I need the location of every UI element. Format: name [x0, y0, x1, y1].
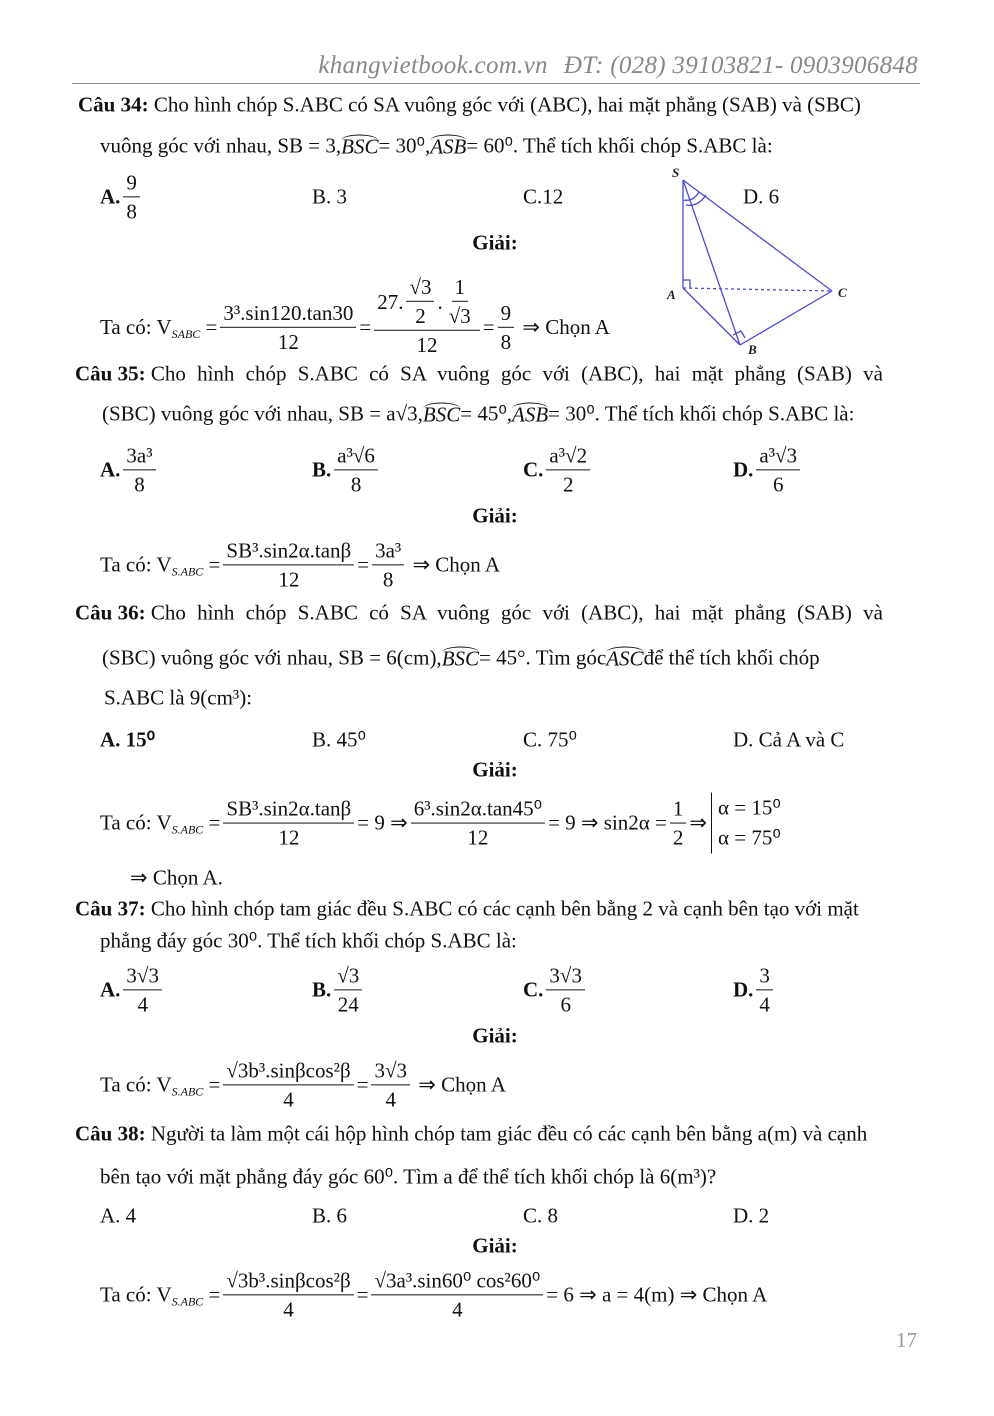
q37-option-d: [733, 963, 776, 1016]
q35-option-b: [312, 443, 381, 496]
fraction: [223, 538, 354, 591]
numerator: 3√3: [546, 963, 585, 990]
text: vuông góc với nhau, SB = 3,: [100, 133, 342, 158]
text: 27.: [377, 289, 404, 314]
fraction: [446, 275, 474, 328]
fraction: [546, 963, 585, 1016]
q36-option-b: B. 45⁰: [312, 727, 366, 752]
subscript: S.ABC: [171, 822, 204, 837]
numerator: a³√6: [334, 443, 378, 470]
q34-line1: [78, 93, 861, 118]
q36-result: ⇒ Chọn A.: [130, 865, 223, 890]
fraction: [223, 1268, 353, 1321]
q36-option-d: D. Cả A và C: [733, 727, 845, 752]
q36-option-a: A. 15⁰: [100, 727, 156, 752]
fraction: [374, 275, 480, 357]
numerator: 3³.sin120.tan30: [220, 300, 356, 327]
text: (SBC) vuông góc với nhau, SB = a√3,: [102, 401, 423, 426]
numerator: √3: [334, 963, 362, 990]
fraction: [546, 443, 590, 496]
angle-bsc: BSC: [441, 646, 480, 671]
numerator: √3b³.sinβcos²β: [223, 1058, 353, 1085]
edge-ab: [683, 288, 740, 345]
text: Ta có: V: [100, 1072, 172, 1097]
numerator: √3: [406, 275, 434, 302]
option-label: D.: [733, 457, 754, 482]
denominator: 4: [452, 1297, 463, 1322]
q37-label: Câu 37:: [75, 896, 146, 921]
option-label: A.: [100, 184, 121, 209]
text: = 45°. Tìm góc: [479, 645, 607, 670]
angle-mark: [683, 192, 699, 200]
fraction: [123, 170, 140, 223]
result: = 6 ⇒ a = 4(m) ⇒ Chọn A: [546, 1282, 768, 1307]
fraction: [223, 1058, 353, 1111]
case: α = 15⁰: [717, 795, 781, 820]
right-angle-b: [733, 331, 745, 338]
q37-line1: [75, 897, 859, 922]
q37-option-c: [523, 963, 588, 1016]
q34-line2: [100, 134, 773, 159]
text: Ta có: V: [100, 314, 172, 339]
site-name: khangvietbook.com.vn: [318, 52, 548, 79]
fraction: [756, 963, 773, 1016]
page-header: [318, 52, 918, 80]
text: Ta có: V: [100, 1282, 172, 1307]
text: = 30⁰. Thể tích khối chóp S.ABC là:: [548, 401, 855, 426]
fraction: [334, 963, 362, 1016]
angle-asb: ASB: [430, 134, 467, 159]
text: = 60⁰. Thể tích khối chóp S.ABC là:: [466, 133, 773, 158]
numerator: 3√3: [123, 963, 162, 990]
text: = 30⁰,: [378, 133, 431, 158]
case-bracket: [711, 793, 781, 854]
q37-option-a: [100, 963, 165, 1016]
numerator: 6³.sin2α.tan45⁰: [411, 796, 545, 823]
fraction: [411, 796, 545, 849]
numerator: 3a³: [123, 443, 155, 470]
fraction: [371, 1268, 543, 1321]
q38-line2: bên tạo với mặt phẳng đáy góc 60⁰. Tìm a để thể tích khối chóp là 6(m³)?: [100, 1164, 717, 1189]
q34-label: Câu 34:: [78, 92, 149, 117]
q36-option-c: C. 75⁰: [523, 727, 577, 752]
q34-option-c: C.12: [523, 184, 564, 209]
option-label: C.: [523, 977, 544, 1002]
denominator: 6: [560, 992, 571, 1017]
denominator: 8: [350, 472, 362, 497]
text: (SBC) vuông góc với nhau, SB = 6(cm),: [102, 645, 442, 670]
denominator: 8: [382, 567, 394, 592]
q37-solution-heading: Giải:: [472, 1023, 518, 1048]
q36-solution-heading: Giải:: [472, 757, 518, 782]
angle-bsc: BSC: [422, 402, 461, 427]
option-label: A.: [100, 457, 121, 482]
q38-solution-heading: Giải:: [472, 1233, 518, 1258]
fraction: [406, 275, 434, 328]
numerator: 3: [756, 963, 773, 990]
subscript: S.ABC: [171, 1294, 204, 1309]
denominator: 12: [277, 329, 299, 354]
option-label: C.: [523, 457, 544, 482]
denominator: 4: [283, 1087, 294, 1112]
pyramid-figure: [660, 160, 860, 360]
q36-line3: S.ABC là 9(cm³):: [104, 685, 253, 710]
denominator: 12: [278, 567, 300, 592]
q35-label: Câu 35:: [75, 361, 146, 386]
right-angle-a: [683, 280, 690, 288]
q35-solution-heading: Giải:: [472, 503, 518, 528]
q34-option-b: B. 3: [312, 184, 348, 209]
q35-option-c: [523, 443, 593, 496]
q38-label: Câu 38:: [75, 1121, 146, 1146]
fraction: [334, 443, 378, 496]
q38-option-d: D. 2: [733, 1203, 770, 1228]
q38-solution: Ta có: V S.ABC = $\frac{\text{√3b³.sinβcos²β}}{4}$ = $\frac{\text{√3a³.sin60⁰ cos²60⁰}}{4}$ = 6 ⇒ a = 4(m) ⇒ Chọn A: [100, 1268, 768, 1322]
result: ⇒ Chọn A: [418, 1072, 506, 1097]
text: Ta có: V: [100, 810, 172, 835]
q35-line1: [75, 362, 883, 387]
q34-option-a: [100, 170, 143, 223]
numerator: 1: [452, 275, 469, 302]
q34-text: Cho hình chóp S.ABC có SA vuông góc với (ABC), hai mặt phẳng (SAB) và (SBC): [153, 92, 861, 117]
q38-text: Người ta làm một cái hộp hình chóp tam giác đều có các cạnh bên bằng a(m) và cạnh: [150, 1121, 868, 1146]
label-a: A: [667, 287, 676, 302]
fraction: [756, 443, 800, 496]
q36-text: Cho hình chóp S.ABC có SA vuông góc với (ABC), hai mặt phẳng (SAB) và: [150, 600, 883, 625]
denominator: 8: [134, 472, 145, 497]
label-s: S: [672, 165, 680, 180]
q38-line1: [75, 1122, 867, 1147]
fraction: [372, 538, 404, 591]
denominator: 2: [672, 825, 684, 850]
text: = 9 ⇒: [357, 810, 408, 835]
q37-option-b: [312, 963, 365, 1016]
denominator: 2: [415, 303, 426, 328]
text: ⇒: [689, 810, 707, 835]
q38-option-b: B. 6: [312, 1203, 348, 1228]
q35-line2: [102, 402, 854, 427]
label-c: C: [838, 285, 847, 300]
numerator: √3b³.sinβcos²β: [223, 1268, 353, 1295]
header-rule: [72, 83, 920, 84]
numerator: 27. $\frac{√3}{2}$ . $\frac{1}{√3}$: [374, 275, 480, 331]
q34-option-d: D. 6: [743, 184, 780, 209]
angle-asc: ASC: [606, 646, 644, 671]
numerator: SB³.sin2α.tanβ: [223, 796, 354, 823]
subscript: S.ABC: [171, 564, 204, 579]
denominator: 8: [500, 329, 512, 354]
q34-solution-heading: Giải:: [472, 230, 518, 255]
angle-asb: ASB: [512, 402, 549, 427]
q35-option-a: [100, 443, 159, 496]
q38-option-a: A. 4: [100, 1203, 137, 1228]
option-label: B.: [312, 457, 332, 482]
numerator: √3a³.sin60⁰ cos²60⁰: [371, 1268, 543, 1295]
fraction: [670, 796, 687, 849]
angle-bsc: BSC: [341, 134, 379, 159]
denominator: 4: [283, 1297, 294, 1322]
denominator: 12: [278, 825, 300, 850]
numerator: a³√2: [546, 443, 590, 470]
subscript: SABC: [171, 326, 201, 341]
option-label: A.: [100, 977, 121, 1002]
label-b: B: [748, 342, 757, 357]
text: để thể tích khối chóp: [643, 645, 820, 670]
text: = 45⁰,: [460, 401, 512, 426]
numerator: 3√3: [371, 1058, 410, 1085]
q37-line2: phẳng đáy góc 30⁰. Thể tích khối chóp S.ABC là:: [100, 928, 517, 953]
phone: ĐT: (028) 39103821- 0903906848: [563, 52, 918, 79]
numerator: 9: [498, 300, 515, 327]
case: α = 75⁰: [717, 826, 781, 850]
q36-label: Câu 36:: [75, 600, 146, 625]
q34-solution: Ta có: V SABC = $\frac{\text{3³.sin120.tan30}}{12}$ = 27. $\frac{√3}{2}$ . $\frac{1}{√3}$ 12 = $\frac{9}{8}$ ⇒ Chọn A: [100, 274, 610, 358]
fraction: [223, 796, 354, 849]
q37-text: Cho hình chóp tam giác đều S.ABC có các cạnh bên bằng 2 và cạnh bên tạo với mặt: [150, 896, 859, 921]
denominator: 24: [337, 992, 359, 1017]
result: ⇒ Chọn A: [412, 552, 501, 577]
denominator: 4: [137, 992, 148, 1017]
denominator: √3: [448, 303, 471, 328]
q37-solution: Ta có: V S.ABC = $\frac{\text{√3b³.sinβcos²β}}{4}$ = $\frac{3√3}{4}$ ⇒ Chọn A: [100, 1058, 506, 1112]
text: = 9 ⇒ sin2α =: [548, 810, 667, 835]
fraction: [220, 300, 356, 353]
denominator: 8: [126, 199, 137, 224]
fraction: [498, 300, 515, 353]
fraction: [123, 963, 162, 1016]
denominator: 4: [759, 992, 770, 1017]
q35-solution: Ta có: V S.ABC = $\frac{\text{SB³.sin2α.tanβ}}{12}$ = $\frac{\text{3a³}}{8}$ ⇒ Chọn A: [100, 538, 501, 592]
numerator: a³√3: [756, 443, 800, 470]
denominator: 4: [385, 1087, 396, 1112]
denominator: 12: [467, 825, 489, 850]
text: Ta có: V: [100, 552, 172, 577]
q35-option-d: [733, 443, 803, 496]
denominator: 6: [773, 472, 784, 497]
page-number: 17: [896, 1328, 917, 1352]
option-label: D.: [733, 977, 754, 1002]
numerator: 3a³: [372, 538, 404, 565]
denominator: 2: [563, 472, 574, 497]
option-label: B.: [312, 977, 332, 1002]
fraction: [123, 443, 155, 496]
q38-option-c: C. 8: [523, 1203, 559, 1228]
q36-line1: [75, 601, 883, 626]
numerator: 9: [123, 170, 140, 197]
edge-ac: [683, 288, 832, 291]
numerator: 1: [670, 796, 687, 823]
denominator: 12: [416, 333, 438, 358]
q36-line2: [102, 646, 820, 671]
numerator: SB³.sin2α.tanβ: [223, 538, 354, 565]
result: ⇒ Chọn A: [522, 314, 610, 339]
subscript: S.ABC: [171, 1084, 204, 1099]
q36-solution: Ta có: V S.ABC = $\frac{\text{SB³.sin2α.tanβ}}{12}$ = 9 ⇒ $\frac{\text{6³.sin2α.tan45⁰}}{12}$ = 9 ⇒ sin2α = $\frac{1}{2}$ ⇒ α = 15⁰ α = 75⁰: [100, 793, 781, 854]
fraction: [371, 1058, 410, 1111]
edge-bc: [740, 291, 832, 345]
q35-text: Cho hình chóp S.ABC có SA vuông góc với (ABC), hai mặt phẳng (SAB) và: [150, 361, 883, 386]
